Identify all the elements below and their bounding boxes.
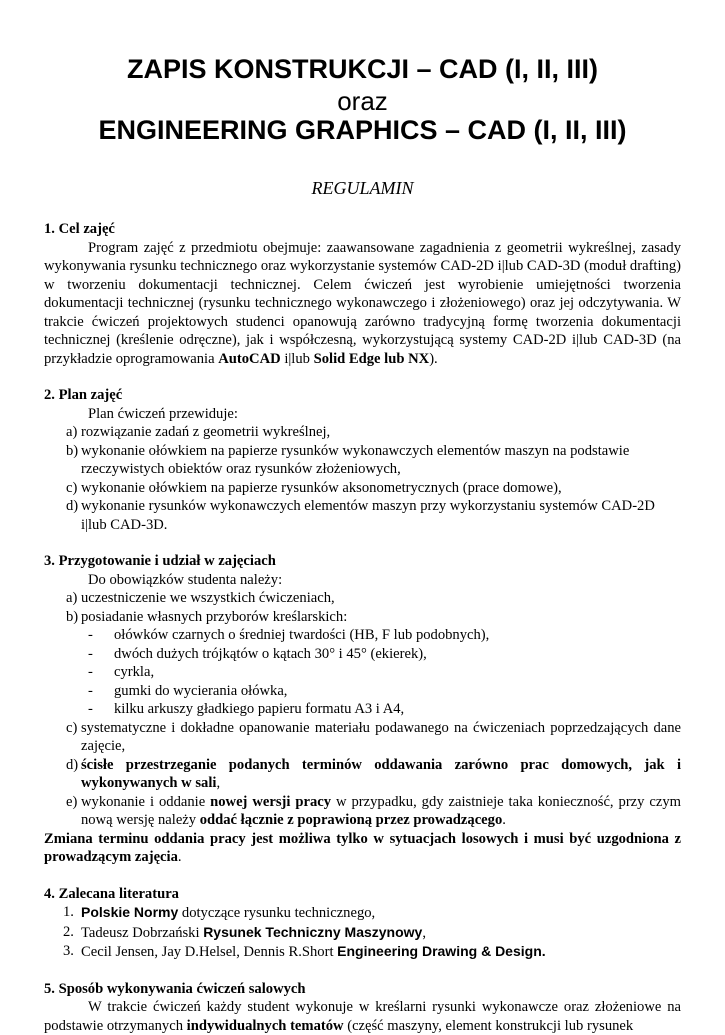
sub-list-item: - kilku arkuszy gładkiego papieru formatu A3 i A4, [88, 701, 405, 717]
sub-list-item: - dwóch dużych trójkątów o kątach 30° i 45° (ekierek), [88, 645, 427, 662]
list-item: d) ścisłe przestrzeganie podanych terminów oddawania zarówno prac domowych, jak i wykonywanych w sali, [66, 756, 681, 791]
section-2-heading: 2. Plan zajęć [44, 387, 123, 403]
section-3-heading: 3. Przygotowanie i udział w zajęciach [44, 553, 276, 569]
sub-list-item: - gumki do wycierania ołówka, [88, 682, 288, 699]
section-4-heading: 4. Zalecana literatura [44, 885, 179, 902]
list-item: a) rozwiązanie zadań z geometrii wykreślnej, [66, 424, 331, 440]
list-item: c) wykonanie ołówkiem na papierze rysunków aksonometrycznych (prace domowe), [66, 479, 562, 496]
literature-item: 2. Tadeusz Dobrzański Rysunek Techniczny Maszynowy, [63, 923, 426, 941]
title-line-1: ZAPIS KONSTRUKCJI – CAD (I, II, III) [126, 54, 599, 84]
list-item: b) posiadanie własnych przyborów kreślarskich: [66, 608, 348, 625]
section-3-note: Zmiana terminu oddania pracy jest możliwa tylko w sytuacjach losowych i musi być uzgodniona z prowadzącym zajęcia. [44, 830, 681, 865]
title-line-2: oraz [337, 86, 388, 116]
section-1-heading: 1. Cel zajęć [44, 221, 115, 237]
section-5-heading: 5. Sposób wykonywania ćwiczeń salowych [44, 980, 306, 997]
section-1-paragraph: Program zajęć z przedmiotu obejmuje: zaawansowane zagadnienia z geometrii wykreślnej, zasady wykonywania rysunku technicznego oraz wykorzystanie systemów CAD-2D i|lub CAD-3D (moduł drafting) w tworzeniu dokumentacji technicznej. Celem ćwiczeń jest wyrobienie umiejętności tworzenia dokumentacji technicznej (rysunku technicznego wykonawczego i złożeniowego) oraz jej odczytywania. W trakcie ćwiczeń projektowych studenci opanowują zarówno tradycyjną formę tworzenia dokumentacji technicznej (kreślenie odręczne), jak i współczesną, wykorzystującą systemy CAD-2D i|lub CAD-3D (na przykładzie oprogramowania AutoCAD i|lub Solid Edge lub NX). [44, 239, 681, 367]
list-item: b) wykonanie ołówkiem na papierze rysunków wykonawczych elementów maszyn na podstawie rzeczywistych obiektów oraz rysunków złożeniowych, [66, 442, 630, 477]
list-item: c) systematyczne i dokładne opanowanie materiału podawanego na ćwiczeniach poprzedzających dane zajęcie, [66, 719, 681, 754]
list-item: d) wykonanie rysunków wykonawczych elementów maszyn przy wykorzystaniu systemów CAD-2D i|lub CAD-3D. [66, 498, 655, 533]
section-3-intro: Do obowiązków studenta należy: [88, 571, 283, 588]
section-5-paragraph: W trakcie ćwiczeń każdy student wykonuje w kreślarni rysunki wykonawcze oraz złożeniowe na podstawie otrzymanych indywidualnych tematów (część maszyny, element konstrukcji lub rysunek [44, 999, 681, 1034]
literature-item: 1. Polskie Normy dotyczące rysunku technicznego, [63, 904, 376, 921]
list-item: a) uczestniczenie we wszystkich ćwiczeniach, [66, 590, 335, 606]
list-item: e) wykonanie i oddanie nowej wersji pracy w przypadku, gdy zaistnieje taka konieczność, przy czym nową wersję należy oddać łącznie z poprawioną przez prowadzącego. [66, 793, 682, 828]
section-2-intro: Plan ćwiczeń przewiduje: [88, 405, 238, 422]
literature-item: 3. Cecil Jensen, Jay D.Helsel, Dennis R.Short Engineering Drawing & Design. [63, 943, 546, 960]
sub-list-item: - cyrkla, [88, 664, 155, 680]
sub-list-item: - ołówków czarnych o średniej twardości (HB, F lub podobnych), [88, 627, 490, 643]
document-subtitle: REGULAMIN [311, 178, 414, 198]
title-line-3: ENGINEERING GRAPHICS – CAD (I, II, III) [98, 115, 627, 145]
document-body [44, 220, 681, 1035]
